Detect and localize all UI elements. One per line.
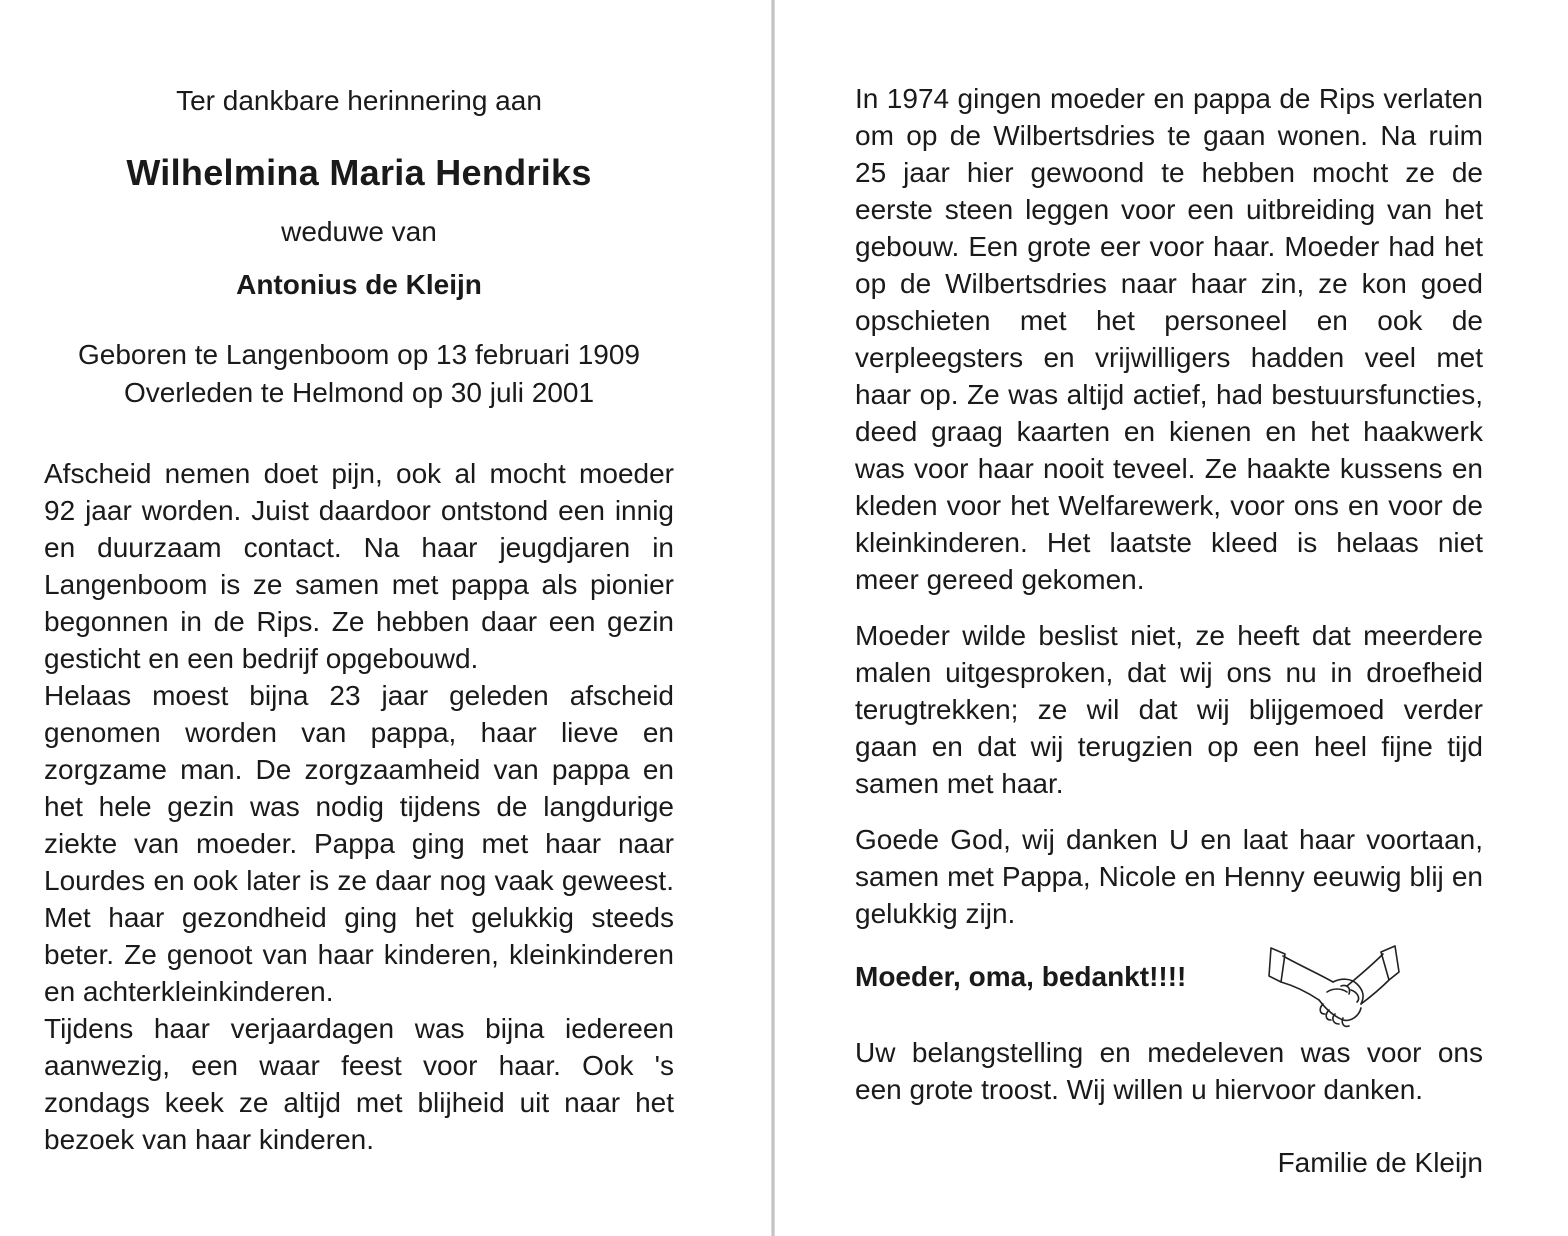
handshake-icon	[1267, 942, 1401, 1032]
left-paragraph-1: Afscheid nemen doet pijn, ook al mocht moeder 92 jaar worden. Juist daardoor ontstond een innig en duurzaam contact. Na haar jeugdjaren in Langenboom is ze samen met pappa als pionier begonnen in de Rips. Ze hebben daar een gezin gesticht en een bedrijf opgebouwd.	[44, 458, 674, 674]
right-paragraph-1: In 1974 gingen moeder en pappa de Rips verlaten om op de Wilbertsdries te gaan wonen. Na ruim 25 jaar hier gewoond te hebben mocht ze de eerste steen leggen voor een uitbreiding van het gebouw. Een grote eer voor haar. Moeder had het op de Wilbertsdries naar haar zin, ze kon goed opschieten met het personeel en ook de verpleegsters en vrijwilligers hadden veel met haar op. Ze was altijd actief, had bestuursfuncties, deed graag kaarten en kienen en het haakwerk was voor haar nooit teveel. Ze haakte kussens en kleden voor het Welfarewerk, voor ons en voor de kleinkinderen. Het laatste kleed is helaas niet meer gereed gekomen.	[855, 83, 1483, 595]
life-dates	[44, 336, 674, 412]
left-panel	[44, 80, 674, 1158]
thanks-row	[855, 942, 1483, 1034]
card-fold	[771, 0, 775, 1236]
right-paragraph-3: Goede God, wij danken U en laat haar voortaan, samen met Pappa, Nicole en Henny eeuwig blij en gelukkig zijn.	[855, 824, 1483, 929]
right-paragraph-2: Moeder wilde beslist niet, ze heeft dat meerdere malen uitgesproken, dat wij ons nu in droefheid terugtrekken; ze wil dat wij blijgemoed verder gaan en dat wij terugzien op een heel fijne tijd samen met haar.	[855, 620, 1483, 799]
intro-text: Ter dankbare herinnering aan	[176, 85, 542, 116]
husband-name: Antonius de Kleijn	[236, 269, 482, 300]
left-paragraph-3: Tijdens haar verjaardagen was bijna iedereen aanwezig, een waar feest voor haar. Ook 's zondags keek ze altijd met blijheid uit naar het bezoek van haar kinderen.	[44, 1013, 674, 1155]
right-panel	[855, 80, 1483, 1181]
birth-line: Geboren te Langenboom op 13 februari 1909	[78, 339, 640, 370]
thanks-text: Moeder, oma, bedankt!!!!	[855, 961, 1187, 992]
left-paragraph-2: Helaas moest bijna 23 jaar geleden afscheid genomen worden van pappa, haar lieve en zorgzame man. De zorgzaamheid van pappa en het hele gezin was nodig tijdens de langdurige ziekte van moeder. Pappa ging met haar naar Lourdes en ook later is ze daar nog vaak geweest. Met haar gezondheid ging het gelukkig steeds beter. Ze genoot van haar kinderen, kleinkinderen en achterkleinkinderen.	[44, 680, 674, 1007]
right-paragraph-4: Uw belangstelling en medeleven was voor ons een grote troost. Wij willen u hiervoor danken.	[855, 1037, 1483, 1105]
widow-of-text: weduwe van	[281, 216, 437, 247]
death-line: Overleden te Helmond op 30 juli 2001	[123, 377, 595, 408]
deceased-name: Wilhelmina Maria Hendriks	[126, 152, 592, 193]
family-signature: Familie de Kleijn	[1277, 1147, 1483, 1178]
